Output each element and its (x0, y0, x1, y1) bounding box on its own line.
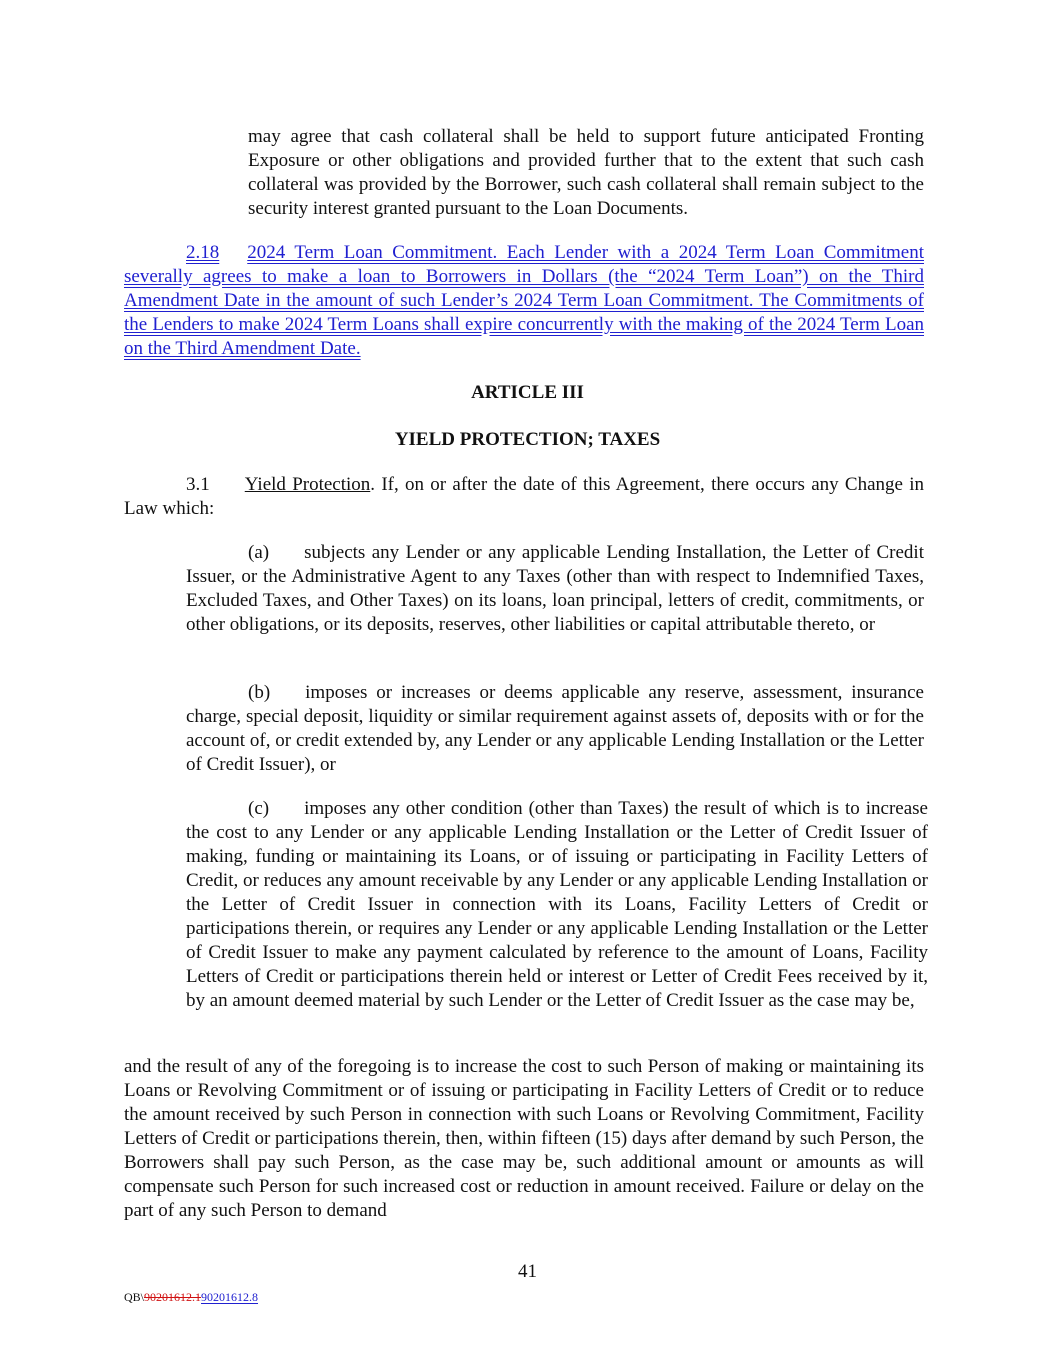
section-3-1-text: . If, on or after the date of this Agreement, there occurs any Change in Law which: (124, 474, 924, 519)
article-heading: ARTICLE III (471, 382, 584, 403)
clause-c-text: imposes any other condition (other than Taxes) the result of which is to increase the cost to any Lender or any applicable Lending Installation or the Letter of Credit Issuer of making, funding or maintaining its Loans, or of issuing or participating in Facility Letters of Credit, or reduces any amount receivable by any Lender or any applicable Lending Installation or the Letter of Credit Issuer in connection with its Loans, Facility Letters of Credit or participations therein, or requires any Lender or any applicable Lending Installation or the Letter of Credit Issuer to make any payment calculated by reference to the amount of Loans, Facility Letters of Credit or participations therein held or interest or Letter of Credit Fees received by it, by an amount deemed material by such Lender or the Letter of Credit Issuer as the case may be, (186, 798, 928, 1011)
section-3-1-number: 3.1 (186, 474, 210, 495)
article-title: YIELD PROTECTION; TAXES (394, 429, 661, 450)
doc-id-inserted: 90201612.8 (201, 1290, 259, 1304)
section-2-18-paragraph (124, 241, 924, 361)
clause-b (186, 681, 924, 777)
clause-a-text: subjects any Lender or any applicable Lending Installation, the Letter of Credit Issuer, or the Administrative Agent to any Taxes (other than with respect to Indemnified Taxes, Excluded Taxes, and Other Taxes) on its loans, loan principal, letters of credit, commitments, or other obligations, or its deposits, reserves, other liabilities or capital attributable thereto, or (186, 542, 924, 635)
doc-id-deleted: 90201612.1 (144, 1290, 202, 1304)
doc-id-prefix: QB\ (124, 1290, 145, 1304)
clause-b-text: imposes or increases or deems applicable any reserve, assessment, insurance charge, special deposit, liquidity or similar requirement against assets of, deposits with or for the account of, or credit extended by, any Lender or any applicable Lending Installation or the Letter of Credit Issuer), or (186, 682, 924, 775)
closing-paragraph: and the result of any of the foregoing is to increase the cost to such Person of making or maintaining its Loans or Revolving Commitment or of issuing or participating in Facility Letters of Credit or to reduce the amount received by such Person in connection with such Loans or Revolving Commitment, Facility Letters of Credit or participations therein, then, within fifteen (15) days after demand by such Person, the Borrowers shall pay such Person, as the case may be, such additional amount or amounts as will compensate such Person for such increased cost or reduction in amount received. Failure or delay on the part of any such Person to demand (124, 1056, 924, 1221)
page-number: 41 (518, 1261, 537, 1282)
document-id (124, 1289, 258, 1305)
clause-a (186, 541, 924, 637)
clause-c-label: (c) (248, 798, 270, 819)
clause-a-label: (a) (248, 542, 270, 563)
section-2-18-text: 2024 Term Loan Commitment. Each Lender with a 2024 Term Loan Commitment severally agrees to make a loan to Borrowers in Dollars (the “2024 Term Loan”) on the Third Amendment Date in the amount of such Lender’s 2024 Term Loan Commitment. The Commitments of the Lenders to make 2024 Term Loans shall expire concurrently with the making of the 2024 Term Loan on the Third Amendment Date. (124, 242, 924, 359)
clause-c (186, 797, 928, 1013)
section-3-1-paragraph (124, 473, 924, 521)
clause-b-label: (b) (248, 682, 271, 703)
section-3-1-caption: Yield Protection (244, 474, 371, 495)
section-2-18-number: 2.18 (186, 242, 220, 263)
carryover-paragraph: may agree that cash collateral shall be held to support future anticipated Fronting Exposure or other obligations and provided further that to the extent that such cash collateral was provided by the Borrower, such cash collateral shall remain subject to the security interest granted pursuant to the Loan Documents. (248, 126, 924, 219)
